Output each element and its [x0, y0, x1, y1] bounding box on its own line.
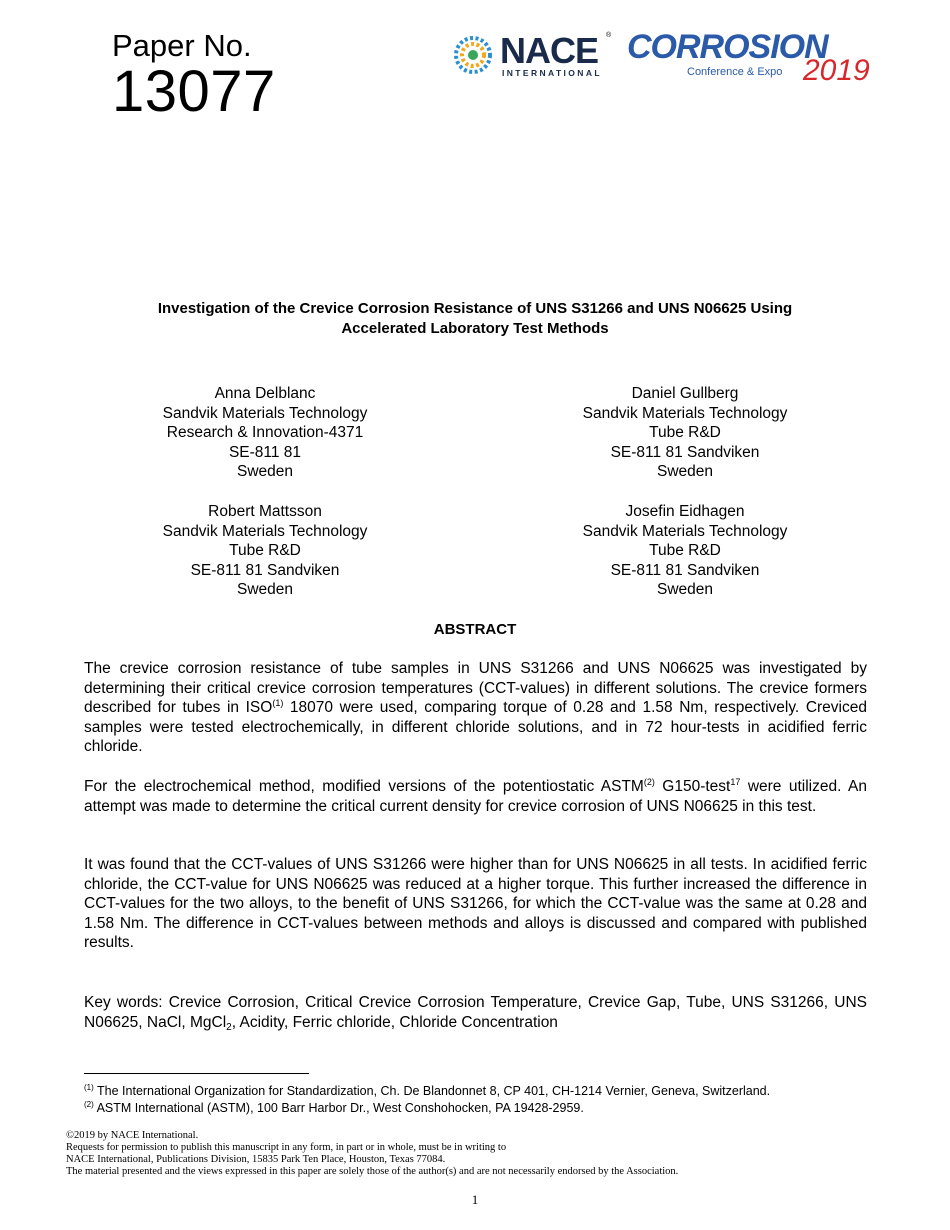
- author-block: [115, 384, 415, 482]
- corrosion-subtitle: Conference & Expo: [687, 66, 783, 78]
- footnote-divider: [84, 1073, 309, 1074]
- author-affiliation: Tube R&D: [229, 542, 301, 559]
- nace-subtitle: INTERNATIONAL: [502, 68, 602, 78]
- author-affiliation: Sandvik Materials Technology: [162, 522, 368, 540]
- nace-wordmark: NACE: [500, 30, 599, 71]
- paper-title: [95, 299, 855, 339]
- keywords: Key words: Crevice Corrosion, Critical Crevice Corrosion Temperature, Crevice Gap, Tube, UNS S31266, UNS N06625, NaCl, MgCl$_2$, Acidity, Ferric chloride, Chloride Concentration: [84, 994, 867, 1033]
- author-name: Robert Mattsson: [208, 503, 322, 520]
- nace-globe-icon: [452, 34, 494, 76]
- author-affiliation: Sweden: [236, 581, 293, 598]
- author-name: Anna Delblanc: [214, 385, 316, 402]
- copyright-notice: ©2019 by NACE International. Requests for permission to publish this manuscript in any form, in part or in whole, must be in writing to NACE International, Publications Division, 15835 Park Ten Place, Houston, Texas 77084. The material presented and the views expressed in this paper are solely those of the author(s) and are not necessarily endorsed by the Association.: [66, 1130, 679, 1177]
- author-affiliation: Sandvik Materials Technology: [582, 404, 788, 422]
- author-affiliation: SE-811 81: [228, 443, 302, 461]
- author-affiliation: Research & Innovation-4371: [166, 424, 364, 441]
- nace-logo: [452, 30, 612, 78]
- corrosion-wordmark: CORROSION: [627, 28, 828, 66]
- abstract-paragraph: For the electrochemical method, modified versions of the potentiostatic ASTM$^{(2)}$ G150-test$^{17}$ were utilized. An attempt was made to determine the critical current density for crevice corrosion of UNS N06625 in this test.: [84, 777, 867, 815]
- footnote: $^{(2)}$ ASTM International (ASTM), 100 Barr Harbor Dr., West Conshohocken, PA 19428-2959.: [84, 1100, 584, 1115]
- author-name: Josefin Eidhagen: [625, 503, 745, 520]
- paper-number-block: [112, 28, 276, 124]
- author-affiliation: Sandvik Materials Technology: [162, 404, 368, 422]
- author-affiliation: Tube R&D: [649, 424, 721, 441]
- author-name: Daniel Gullberg: [631, 385, 739, 402]
- abstract-heading: ABSTRACT: [433, 621, 517, 638]
- author-affiliation: Tube R&D: [649, 542, 721, 559]
- paper-label: Paper No.: [112, 28, 252, 63]
- author-affiliation: Sweden: [656, 463, 713, 480]
- author-block: [535, 384, 835, 482]
- paper-number: 13077: [112, 59, 276, 124]
- corrosion-2019-logo: [627, 30, 887, 86]
- author-block: [535, 502, 835, 600]
- footnote: $^{(1)}$ The International Organization for Standardization, Ch. De Blandonnet 8, CP 401, CH-1214 Vernier, Geneva, Switzerland.: [84, 1083, 771, 1098]
- author-affiliation: SE-811 81 Sandviken: [610, 443, 760, 461]
- title-line: Investigation of the Crevice Corrosion Resistance of UNS S31266 and UNS N06625 Using: [157, 300, 793, 317]
- corrosion-year: 2019: [803, 54, 870, 87]
- author-affiliation: SE-811 81 Sandviken: [610, 561, 760, 579]
- author-affiliation: Sandvik Materials Technology: [582, 522, 788, 540]
- author-affiliation: SE-811 81 Sandviken: [190, 561, 340, 579]
- title-line: Accelerated Laboratory Test Methods: [341, 320, 609, 337]
- author-affiliation: Sweden: [656, 581, 713, 598]
- abstract-paragraph: It was found that the CCT-values of UNS S31266 were higher than for UNS N06625 in all tests. In acidified ferric chloride, the CCT-value for UNS N06625 was reduced at a higher torque. This further increased the difference in CCT-values for the two alloys, to the benefit of UNS S31266, for which the CCT-value was the same at 0.28 and 1.58 Nm. The difference in CCT-values between methods and alloys is discussed and compared with published results.: [84, 856, 867, 951]
- abstract-paragraph: The crevice corrosion resistance of tube samples in UNS S31266 and UNS N06625 was investigated by determining their critical crevice corrosion temperatures (CCT-values) in different solutions. The crevice formers described for tubes in ISO$^{(1)}$ 18070 were used, comparing torque of 0.28 and 1.58 Nm, respectively. Creviced samples were tested electrochemically, in different chloride solutions, and in 72 hour-tests in acidified ferric chloride.: [84, 660, 867, 755]
- nace-registered-mark: ®: [606, 32, 612, 39]
- page-number: 1: [471, 1192, 479, 1207]
- author-affiliation: Sweden: [236, 463, 293, 480]
- author-block: [115, 502, 415, 600]
